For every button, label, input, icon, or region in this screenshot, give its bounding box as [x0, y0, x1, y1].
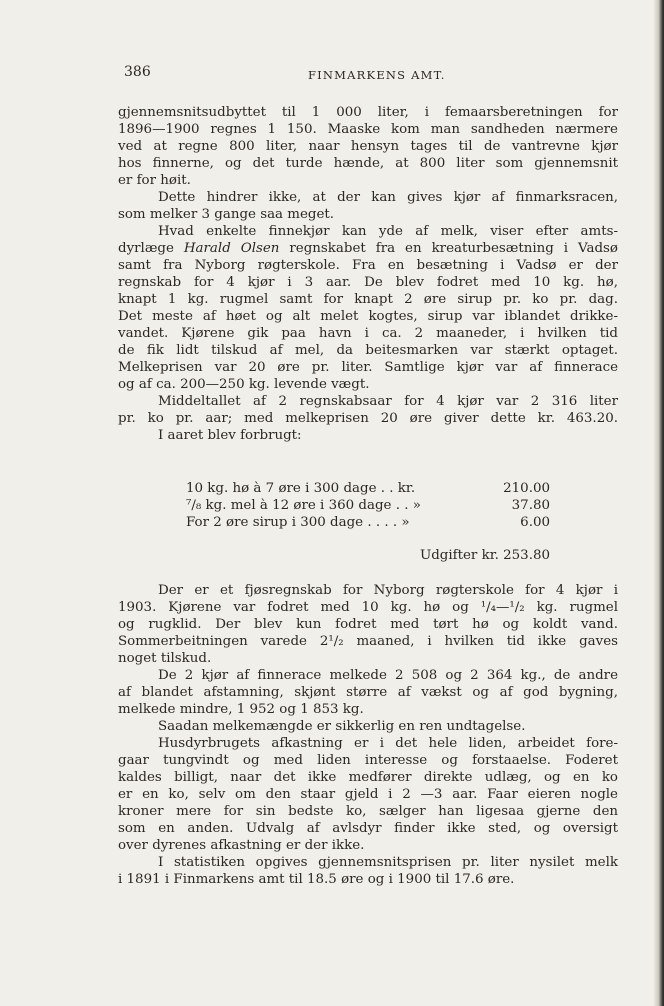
text-line: over dyrenes afkastning er der ikke. [118, 838, 365, 853]
page-edge-shadow [654, 0, 664, 1006]
text-line: kroner mere for sin bedste ko, sælger han ligesaa gjerne den [118, 804, 618, 819]
text-fragment: dyrlæge [118, 241, 174, 256]
text-line: og af ca. 200—250 kg. levende vægt. [118, 377, 370, 392]
text-line: melkede mindre, 1 952 og 1 853 kg. [118, 702, 364, 717]
expense-row [186, 480, 550, 497]
text-line: som en anden. Udvalg af avlsdyr finder ikke sted, og oversigt [118, 821, 618, 836]
text-line: 1896—1900 regnes 1 150. Maaske kom man sandheden nærmere [118, 122, 618, 137]
text-line: samt fra Nyborg røgterskole. Fra en besætning i Vadsø er der [118, 258, 618, 273]
text-line-with-name [118, 240, 618, 257]
text-line: Saadan melkemængde er sikkerlig en ren undtagelse. [158, 719, 526, 734]
text-line: noget tilskud. [118, 651, 212, 666]
paragraph-7 [118, 718, 618, 735]
expense-row [186, 497, 550, 514]
text-line: i 1891 i Finmarkens amt til 18.5 øre og i 1900 til 17.6 øre. [118, 872, 515, 887]
paragraph-6 [118, 667, 618, 718]
paragraph-1 [118, 104, 618, 189]
expense-value: 210.00 [503, 481, 550, 496]
text-line: I aaret blev forbrugt: [158, 428, 302, 443]
expense-value: 37.80 [511, 498, 550, 513]
body-text-lower [118, 582, 618, 888]
text-line: gaar tungvindt og med liden interesse og forstaaelse. Foderet [118, 753, 618, 768]
body-text-upper [118, 104, 618, 444]
paragraph-8 [118, 735, 618, 854]
text-line: og rugklid. Der blev kun fodret med tørt hø og koldt vand. [118, 617, 618, 632]
page-number: 386 [124, 64, 151, 80]
expense-value: 6.00 [520, 515, 550, 530]
expense-total: Udgifter kr. 253.80 [419, 548, 550, 563]
text-line: regnskab for 4 kjør i 3 aar. De blev fodret med 10 kg. hø, [118, 275, 618, 290]
text-line: ved at regne 800 liter, naar hensyn tages til de vantrevne kjør [118, 139, 618, 154]
text-line: knapt 1 kg. rugmel samt for knapt 2 øre sirup pr. ko pr. dag. [118, 292, 618, 307]
text-line: gjennemsnitsudbyttet til 1 000 liter, i femaarsberetningen for [118, 105, 618, 120]
text-line: Sommerbeitningen varede 2¹/₂ maaned, i hvilken tid ikke gaves [118, 634, 618, 649]
text-line: de fik lidt tilskud af mel, da beitesmarken var stærkt optaget. [118, 343, 618, 358]
paragraph-5 [118, 582, 618, 667]
text-line: Dette hindrer ikke, at der kan gives kjør af finmarksracen, [158, 190, 618, 205]
expense-description: For 2 øre sirup i 300 dage . . . . » [186, 515, 410, 530]
expense-calculation [186, 480, 550, 531]
expense-row [186, 514, 550, 531]
text-line: hos finnerne, og det turde hænde, at 800 liter som gjennemsnit [118, 156, 618, 171]
paragraph-4 [118, 393, 618, 444]
text-fragment: regnskabet fra en kreaturbesætning i Vadsø [289, 241, 618, 256]
text-line: Husdyrbrugets afkastning er i det hele liden, arbeidet fore- [158, 736, 618, 751]
running-head: FINMARKENS AMT. [308, 68, 446, 82]
expense-description: 10 kg. hø à 7 øre i 300 dage . . kr. [186, 481, 416, 496]
expense-description: ⁷/₈ kg. mel à 12 øre i 360 dage . . » [186, 498, 421, 513]
text-line: kaldes billigt, naar det ikke medfører direkte udlæg, og en ko [118, 770, 618, 785]
text-line: af blandet afstamning, skjønt større af vækst og af god bygning, [118, 685, 618, 700]
text-line: Melkeprisen var 20 øre pr. liter. Samtlige kjør var af finnerace [118, 360, 618, 375]
paragraph-3 [118, 223, 618, 393]
text-line: Middeltallet af 2 regnskabsaar for 4 kjør var 2 316 liter [158, 394, 618, 409]
person-name: Harald Olsen [183, 241, 280, 256]
text-line: Der er et fjøsregnskab for Nyborg røgterskole for 4 kjør i [158, 583, 618, 598]
text-line: er en ko, selv om den staar gjeld i 2 —3 aar. Faar eieren nogle [118, 787, 618, 802]
text-line: 1903. Kjørene var fodret med 10 kg. hø og ¹/₄—¹/₂ kg. rugmel [118, 600, 618, 615]
text-line: som melker 3 gange saa meget. [118, 207, 335, 222]
text-line: Det meste af høet og alt melet kogtes, sirup var iblandet drikke- [118, 309, 618, 324]
text-line: De 2 kjør af finnerace melkede 2 508 og 2 364 kg., de andre [158, 668, 618, 683]
paragraph-2 [118, 189, 618, 223]
text-line: vandet. Kjørene gik paa havn i ca. 2 maaneder, i hvilken tid [118, 326, 618, 341]
paragraph-9 [118, 854, 618, 888]
text-line: er for høit. [118, 173, 191, 188]
text-line: I statistiken opgives gjennemsnitsprisen pr. liter nysilet melk [158, 855, 618, 870]
text-line: pr. ko pr. aar; med melkeprisen 20 øre giver dette kr. 463.20. [118, 411, 618, 426]
text-line: Hvad enkelte finnekjør kan yde af melk, viser efter amts- [158, 224, 618, 239]
